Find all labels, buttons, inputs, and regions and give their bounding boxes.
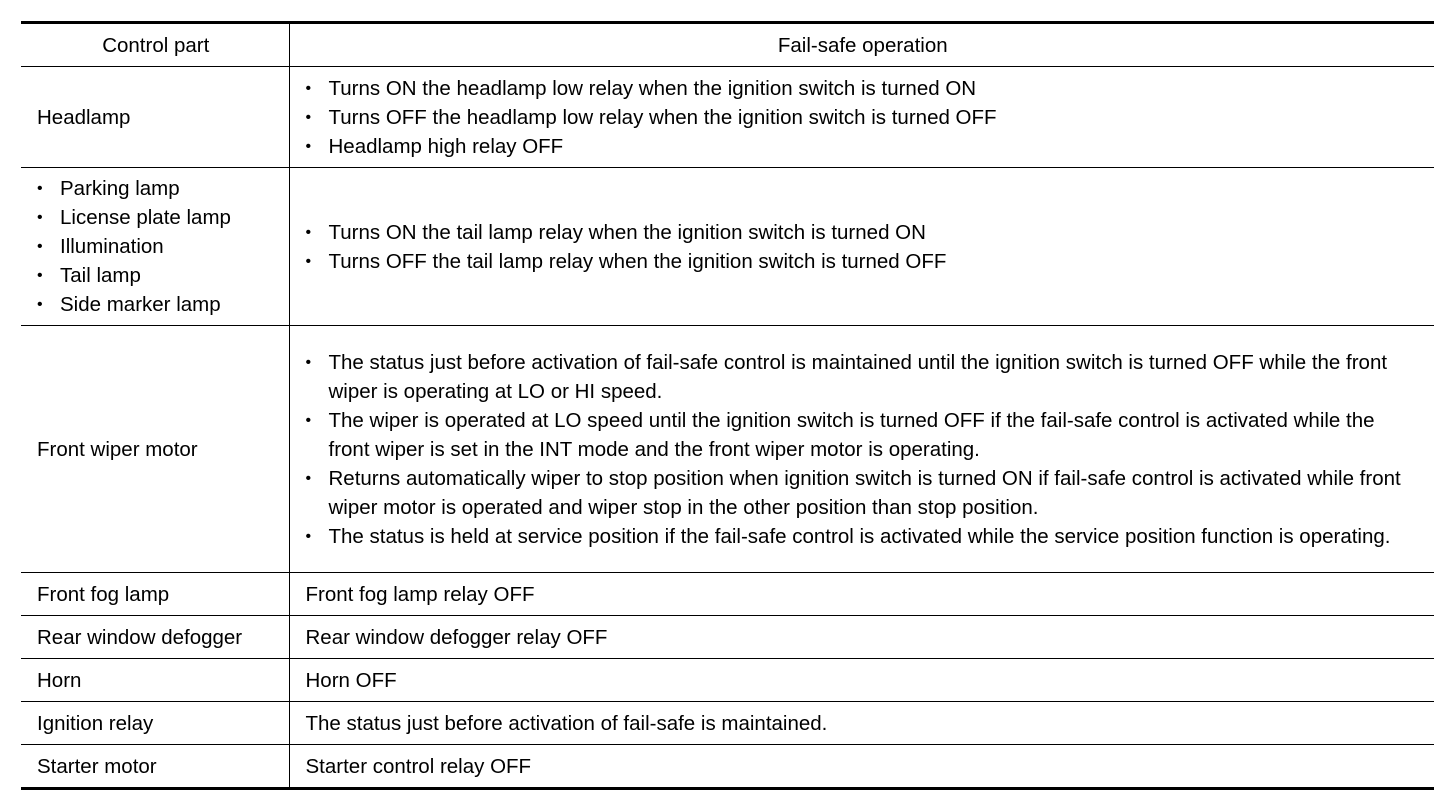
fail-safe-table xyxy=(21,21,1434,790)
table-row xyxy=(21,168,1434,326)
control-part-cell: Rear window defogger xyxy=(21,616,289,659)
control-part-item: • Tail lamp xyxy=(37,261,275,290)
control-part-cell: Front wiper motor xyxy=(21,326,289,573)
operation-list xyxy=(306,74,1421,161)
table-row xyxy=(21,616,1434,659)
control-part-item: • Parking lamp xyxy=(37,174,275,203)
operation-cell: The status just before activation of fail-safe is maintained. xyxy=(289,702,1434,745)
control-part-item: • Illumination xyxy=(37,232,275,261)
control-part-cell: Headlamp xyxy=(21,67,289,168)
table-row xyxy=(21,659,1434,702)
control-part-cell: Ignition relay xyxy=(21,702,289,745)
operation-cell: Rear window defogger relay OFF xyxy=(289,616,1434,659)
header-row xyxy=(21,23,1434,67)
control-part-item: • Side marker lamp xyxy=(37,290,275,319)
header-fail-safe-operation: Fail-safe operation xyxy=(289,23,1434,67)
table-row xyxy=(21,745,1434,789)
table-row xyxy=(21,67,1434,168)
operation-cell xyxy=(289,67,1434,168)
table-row xyxy=(21,573,1434,616)
control-part-item: • License plate lamp xyxy=(37,203,275,232)
table-row xyxy=(21,702,1434,745)
operation-item: • The status just before activation of fail-safe control is maintained until the ignition switch is turned OFF while the front wiper is operating at LO or HI speed. xyxy=(306,348,1421,406)
operation-list xyxy=(306,348,1421,551)
operation-cell: Front fog lamp relay OFF xyxy=(289,573,1434,616)
operation-item: • Headlamp high relay OFF xyxy=(306,132,1421,161)
operation-item: • Turns OFF the tail lamp relay when the ignition switch is turned OFF xyxy=(306,247,1421,276)
table-row xyxy=(21,326,1434,573)
control-part-list xyxy=(37,174,275,319)
header-control-part: Control part xyxy=(21,23,289,67)
operation-item: • The wiper is operated at LO speed until the ignition switch is turned OFF if the fail-safe control is activated while the front wiper is set in the INT mode and the front wiper motor is operating. xyxy=(306,406,1421,464)
control-part-cell: Front fog lamp xyxy=(21,573,289,616)
operation-list xyxy=(306,218,1421,276)
control-part-cell: Horn xyxy=(21,659,289,702)
operation-item: • Turns OFF the headlamp low relay when the ignition switch is turned OFF xyxy=(306,103,1421,132)
operation-cell xyxy=(289,168,1434,326)
operation-item: • Turns ON the headlamp low relay when the ignition switch is turned ON xyxy=(306,74,1421,103)
operation-item: • Turns ON the tail lamp relay when the ignition switch is turned ON xyxy=(306,218,1421,247)
control-part-cell xyxy=(21,168,289,326)
operation-item: • The status is held at service position if the fail-safe control is activated while the service position function is operating. xyxy=(306,522,1421,551)
operation-cell xyxy=(289,326,1434,573)
operation-cell: Horn OFF xyxy=(289,659,1434,702)
operation-cell: Starter control relay OFF xyxy=(305,754,532,778)
control-part-cell: Starter motor xyxy=(21,745,289,789)
operation-item: • Returns automatically wiper to stop position when ignition switch is turned ON if fail-safe control is activated while front wiper motor is operated and wiper stop in the other position than stop position. xyxy=(306,464,1421,522)
